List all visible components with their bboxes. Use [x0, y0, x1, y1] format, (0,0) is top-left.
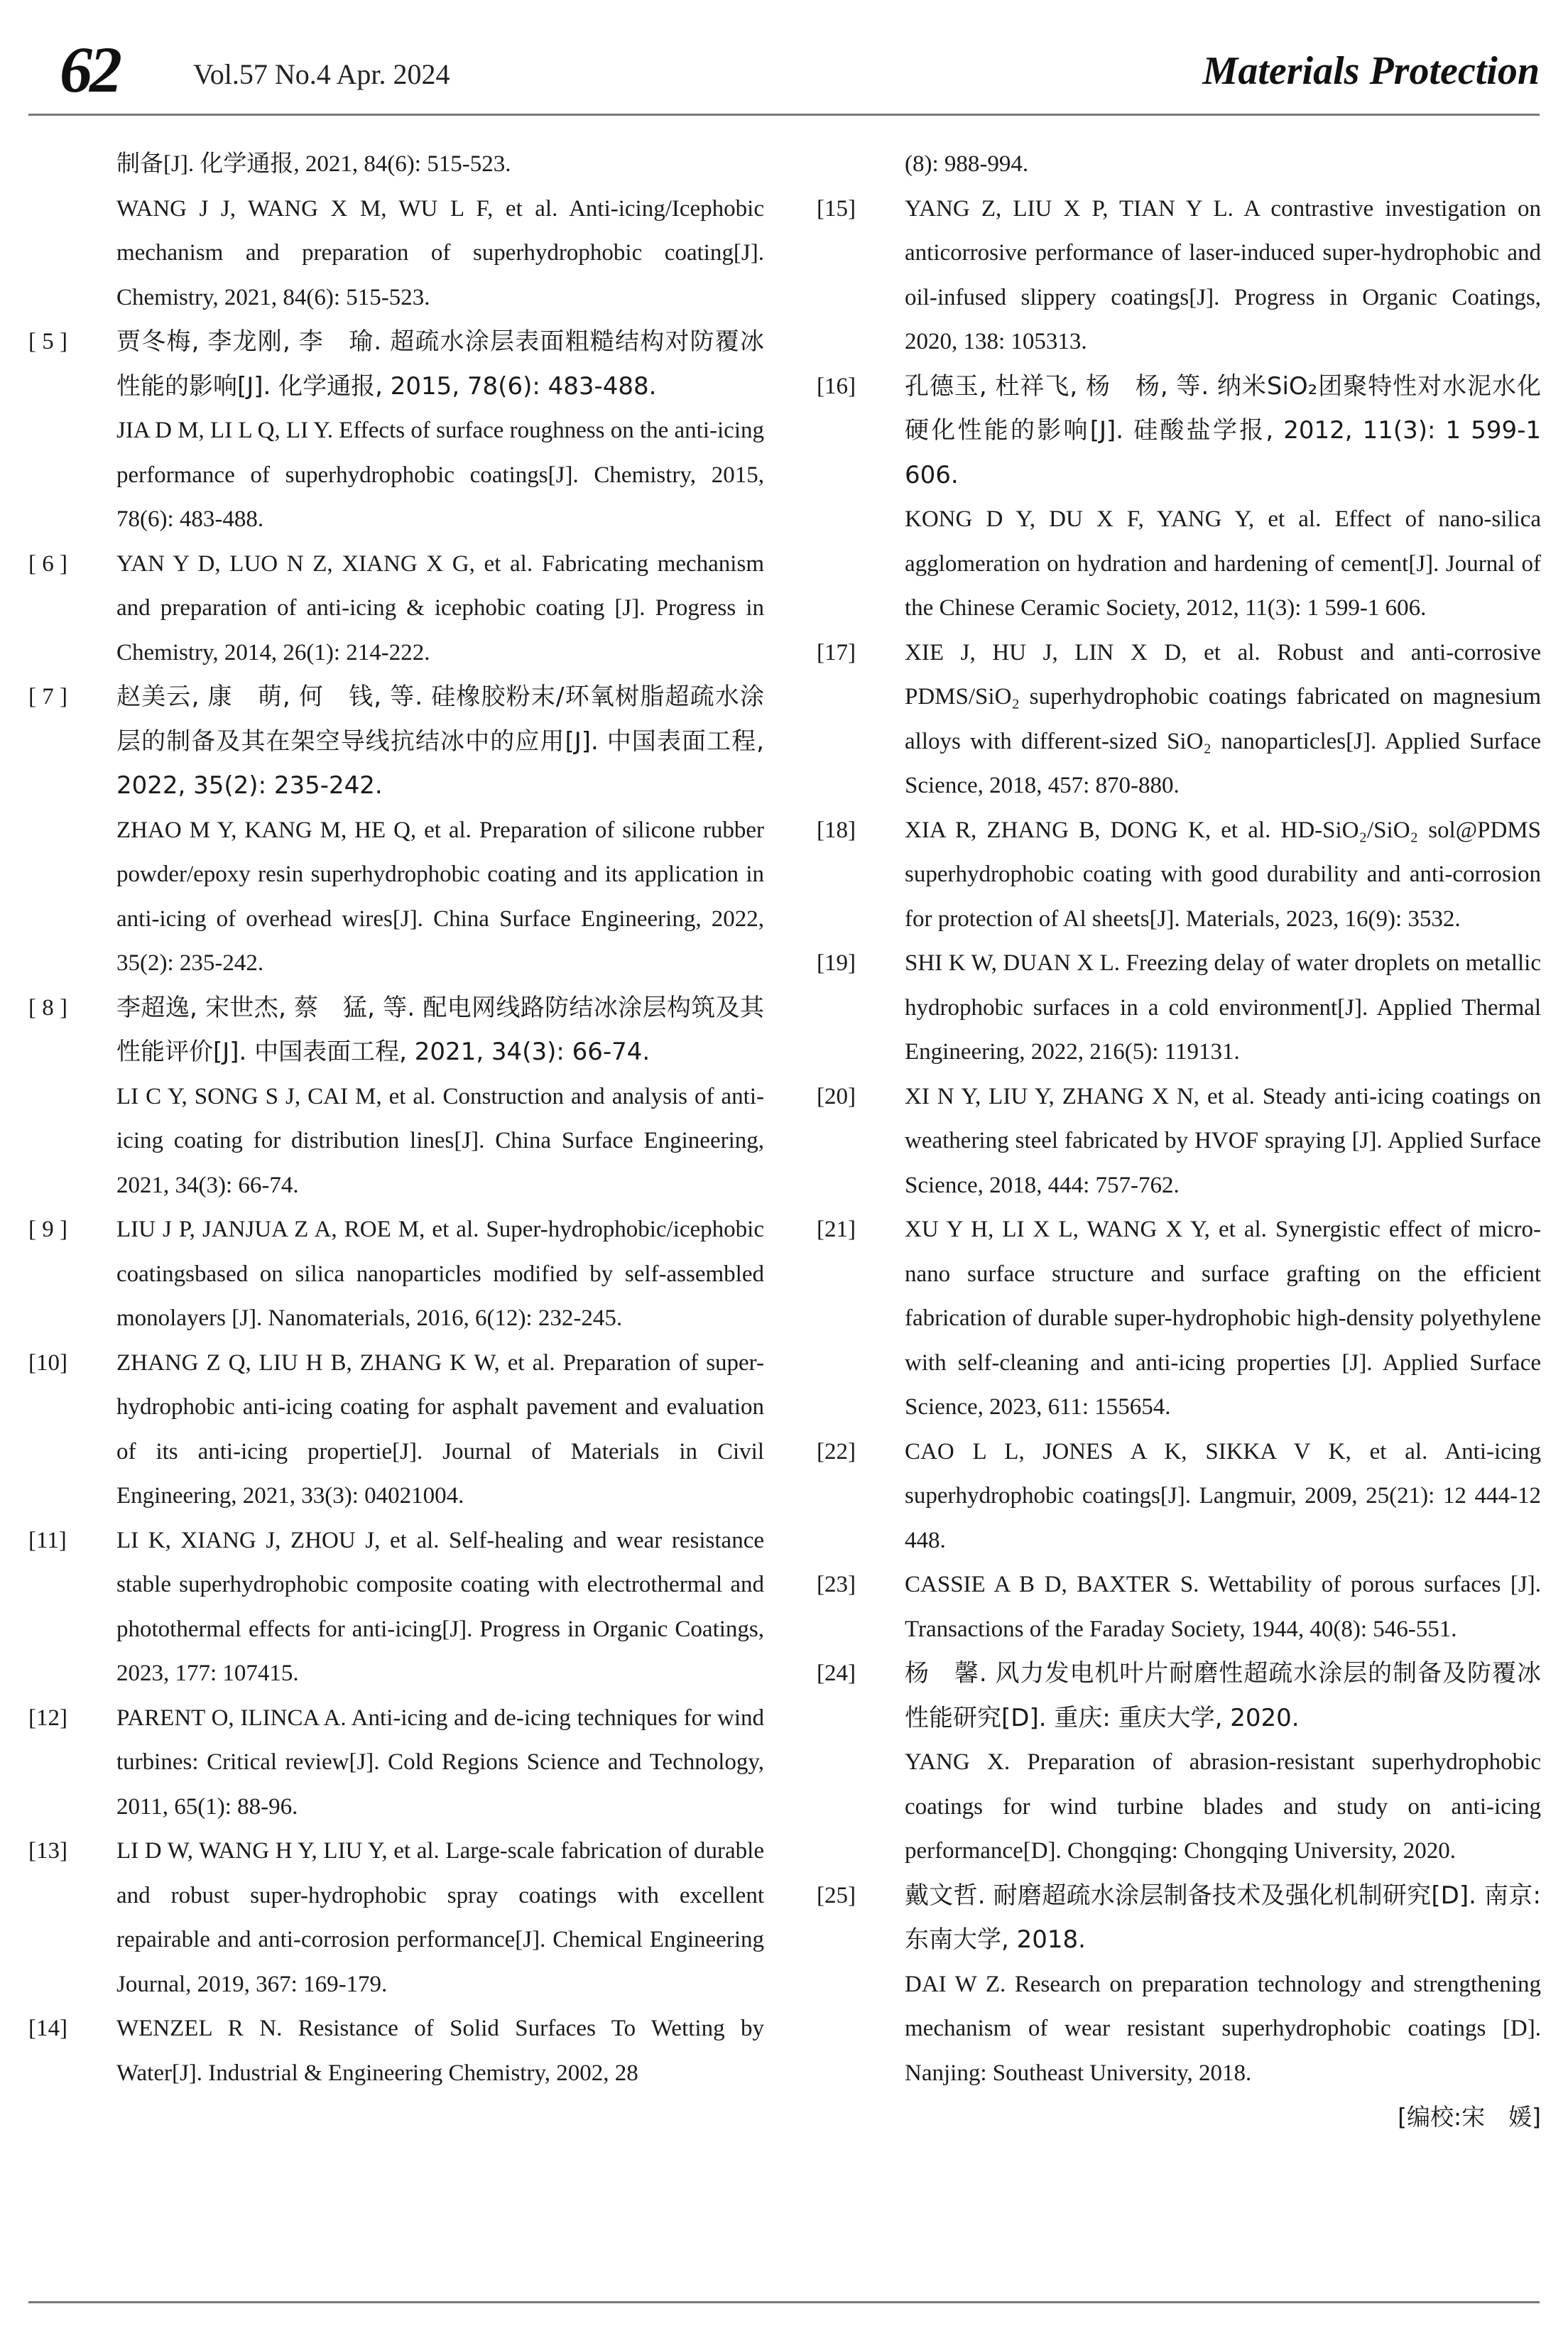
reference-text: LIU J P, JANJUA Z A, ROE M, et al. Super-hydrophobic/icephobic coatingsbased on silica nanoparticles modified by self-assembled monolayers [J]. Nanomaterials, 2016, 6(12): 232-245. [116, 1217, 764, 1331]
reference-number: [14] [28, 2016, 67, 2041]
reference-text: LI D W, WANG H Y, LIU Y, et al. Large-scale fabrication of durable and robust super-hydrophobic spray coatings with excellent repairable and anti-corrosion performance[J]. Chemical Engineering Journal, 2019, 367: 169-179. [116, 1838, 764, 1997]
reference-number: [20] [817, 1083, 856, 1109]
reference-text: KONG D Y, DU X F, YANG Y, et al. Effect of nano-silica agglomeration on hydration and hardening of cement[J]. Journal of the Chinese Ceramic Society, 2012, 11(3): 1 599-1 606. [905, 506, 1541, 621]
page-header [28, 33, 1540, 106]
reference-text: SHI K W, DUAN X L. Freezing delay of water droplets on metallic hydrophobic surfaces in a cold environment[J]. Applied Thermal Engineering, 2022, 216(5): 119131. [905, 950, 1541, 1065]
reference-text: YAN Y D, LUO N Z, XIANG X G, et al. Fabricating mechanism and preparation of anti-icing & icephobic coating [J]. Progress in Chemistry, 2014, 26(1): 214-222. [116, 550, 764, 665]
reference-text: LI C Y, SONG S J, CAI M, et al. Construction and analysis of anti-icing coating for distribution lines[J]. China Surface Engineering, 2021, 34(3): 66-74. [116, 1083, 764, 1198]
reference-entry [28, 986, 764, 1208]
reference-number: [13] [28, 1838, 67, 1864]
reference-entry [28, 542, 764, 675]
reference-text: XU Y H, LI X L, WANG X Y, et al. Synergistic effect of micro-nano surface structure and surface grafting on the efficient fabrication of durable super-hydrophobic high-density polyethylene with self-cleaning and anti-icing properties [J]. Applied Surface Science, 2023, 611: 155654. [905, 1217, 1541, 1420]
reference-entry [28, 320, 764, 542]
ref-continuation [28, 142, 764, 320]
reference-entry [817, 1874, 1541, 2096]
reference-text: PARENT O, ILINCA A. Anti-icing and de-icing techniques for wind turbines: Critical review[J]. Cold Regions Science and Technology, 2011, 65(1): 88-96. [116, 1705, 764, 1820]
reference-text: XIE J, HU J, LIN X D, et al. Robust and anti-corrosive PDMS/SiO₂ superhydrophobic coatings fabricated on magnesium alloys with different-sized SiO₂ nanoparticles[J]. Applied Surface Science, 2018, 457: 870-880. [905, 639, 1541, 798]
reference-text: 戴文哲. 耐磨超疏水涂层制备技术及强化机制研究[D]. 南京: 东南大学, 2018. [905, 1881, 1541, 1954]
reference-entry [817, 1207, 1541, 1430]
reference-list [28, 320, 764, 2095]
reference-number: [18] [817, 817, 856, 843]
ref-continuation [817, 142, 1541, 187]
ref-line: WANG J J, WANG X M, WU L F, et al. Anti-icing/Icephobic mechanism and preparation of superhydrophobic coating[J]. Chemistry, 2021, 84(6): 515-523. [116, 195, 764, 310]
reference-entry [28, 675, 764, 986]
reference-number: [10] [28, 1349, 67, 1376]
reference-text: ZHAO M Y, KANG M, HE Q, et al. Preparation of silicone rubber powder/epoxy resin superhydrophobic coating and its application in anti-icing of overhead wires[J]. China Surface Engineering, 2022, 35(2): 235-242. [116, 817, 764, 976]
reference-list [817, 187, 1541, 2096]
reference-number: [17] [817, 639, 856, 665]
reference-number: [15] [817, 195, 856, 222]
reference-number: [ 7 ] [28, 684, 67, 710]
reference-text: JIA D M, LI L Q, LI Y. Effects of surface roughness on the anti-icing performance of superhydrophobic coatings[J]. Chemistry, 2015, 78(6): 483-488. [116, 418, 764, 532]
reference-text: WENZEL R N. Resistance of Solid Surfaces To Wetting by Water[J]. Industrial & Engineering Chemistry, 2002, 28 [116, 2016, 764, 2086]
reference-entry [28, 1829, 764, 2006]
reference-number: [ 9 ] [28, 1217, 67, 1242]
reference-entry [817, 364, 1541, 631]
reference-entry [817, 941, 1541, 1075]
reference-text: YANG Z, LIU X P, TIAN Y L. A contrastive investigation on anticorrosive performance of laser-induced super-hydrophobic and oil-infused slippery coatings[J]. Progress in Organic Coatings, 2020, 138: 105313. [905, 195, 1541, 354]
reference-number: [21] [817, 1217, 856, 1242]
reference-text: 赵美云, 康 萌, 何 钱, 等. 硅橡胶粉末/环氧树脂超疏水涂层的制备及其在架空导线抗结冰中的应用[J]. 中国表面工程, 2022, 35(2): 235-242. [116, 683, 764, 800]
reference-entry [817, 1651, 1541, 1874]
reference-number: [25] [817, 1882, 856, 1908]
reference-entry [28, 2006, 764, 2095]
issue-info: Vol.57 No.4 Apr. 2024 [193, 58, 450, 90]
reference-number: [12] [28, 1705, 67, 1731]
reference-text: YANG X. Preparation of abrasion-resistant superhydrophobic coatings for wind turbine blades and study on anti-icing performance[D]. Chongqing: Chongqing University, 2020. [905, 1749, 1541, 1864]
reference-entry [28, 1341, 764, 1518]
reference-entry [28, 1696, 764, 1830]
reference-text: 孔德玉, 杜祥飞, 杨 杨, 等. 纳米SiO₂团聚特性对水泥水化硬化性能的影响[J]. 硅酸盐学报, 2012, 11(3): 1 599-1 606. [905, 371, 1541, 489]
reference-entry [817, 1430, 1541, 1563]
reference-text: XIA R, ZHANG B, DONG K, et al. HD-SiO₂/SiO₂ sol@PDMS superhydrophobic coating with good durability and anti-corrosion for protection of Al sheets[J]. Materials, 2023, 16(9): 3532. [905, 817, 1541, 932]
reference-number: [22] [817, 1438, 856, 1465]
footer-rule [28, 2301, 1540, 2303]
reference-entry [28, 1207, 764, 1341]
reference-entry [817, 1075, 1541, 1208]
reference-number: [ 5 ] [28, 329, 67, 354]
reference-entry [817, 631, 1541, 808]
page-number: 62 [60, 33, 119, 106]
reference-entry [817, 187, 1541, 364]
reference-number: [19] [817, 950, 856, 976]
editor-note: [编校:宋 媛] [1398, 2103, 1541, 2131]
reference-text: XI N Y, LIU Y, ZHANG X N, et al. Steady anti-icing coatings on weathering steel fabricated by HVOF spraying [J]. Applied Surface Science, 2018, 444: 757-762. [905, 1083, 1541, 1198]
reference-number: [24] [817, 1661, 856, 1686]
left-column [28, 142, 764, 2095]
reference-text: ZHANG Z Q, LIU H B, ZHANG K W, et al. Preparation of super-hydrophobic anti-icing coating for asphalt pavement and evaluation of its anti-icing propertie[J]. Journal of Materials in Civil Engineering, 2021, 33(3): 04021004. [116, 1349, 764, 1509]
reference-text: CAO L L, JONES A K, SIKKA V K, et al. Anti-icing superhydrophobic coatings[J]. Langmuir, 2009, 25(21): 12 444-12 448. [905, 1438, 1541, 1553]
reference-entry [817, 1563, 1541, 1651]
reference-number: [ 8 ] [28, 994, 67, 1021]
reference-number: [ 6 ] [28, 550, 67, 577]
ref-line: 制备[J]. 化学通报, 2021, 84(6): 515-523. [116, 151, 511, 177]
reference-text: DAI W Z. Research on preparation technology and strengthening mechanism of wear resistant superhydrophobic coatings [D]. Nanjing: Southeast University, 2018. [905, 1971, 1541, 2086]
reference-number: [23] [817, 1572, 856, 1597]
reference-entry [817, 808, 1541, 942]
journal-title: Materials Protection [1202, 49, 1540, 93]
reference-text: CASSIE A B D, BAXTER S. Wettability of porous surfaces [J]. Transactions of the Faraday Society, 1944, 40(8): 546-551. [905, 1572, 1541, 1642]
reference-text: LI K, XIANG J, ZHOU J, et al. Self-healing and wear resistance stable superhydrophobic composite coating with electrothermal and photothermal effects for anti-icing[J]. Progress in Organic Coatings, 2023, 177: 107415. [116, 1527, 764, 1686]
reference-entry [28, 1518, 764, 1696]
reference-text: 杨 馨. 风力发电机叶片耐磨性超疏水涂层的制备及防覆冰性能研究[D]. 重庆: 重庆大学, 2020. [905, 1659, 1541, 1732]
reference-number: [16] [817, 373, 856, 399]
reference-text: 贾冬梅, 李龙刚, 李 瑜. 超疏水涂层表面粗糙结构对防覆冰性能的影响[J]. 化学通报, 2015, 78(6): 483-488. [116, 327, 764, 401]
ref-line: (8): 988-994. [905, 151, 1029, 177]
reference-text: 李超逸, 宋世杰, 蔡 猛, 等. 配电网线路防结冰涂层构筑及其性能评价[J]. 中国表面工程, 2021, 34(3): 66-74. [116, 993, 764, 1066]
header-rule [28, 114, 1540, 116]
right-column [817, 142, 1541, 2140]
reference-number: [11] [28, 1527, 67, 1553]
